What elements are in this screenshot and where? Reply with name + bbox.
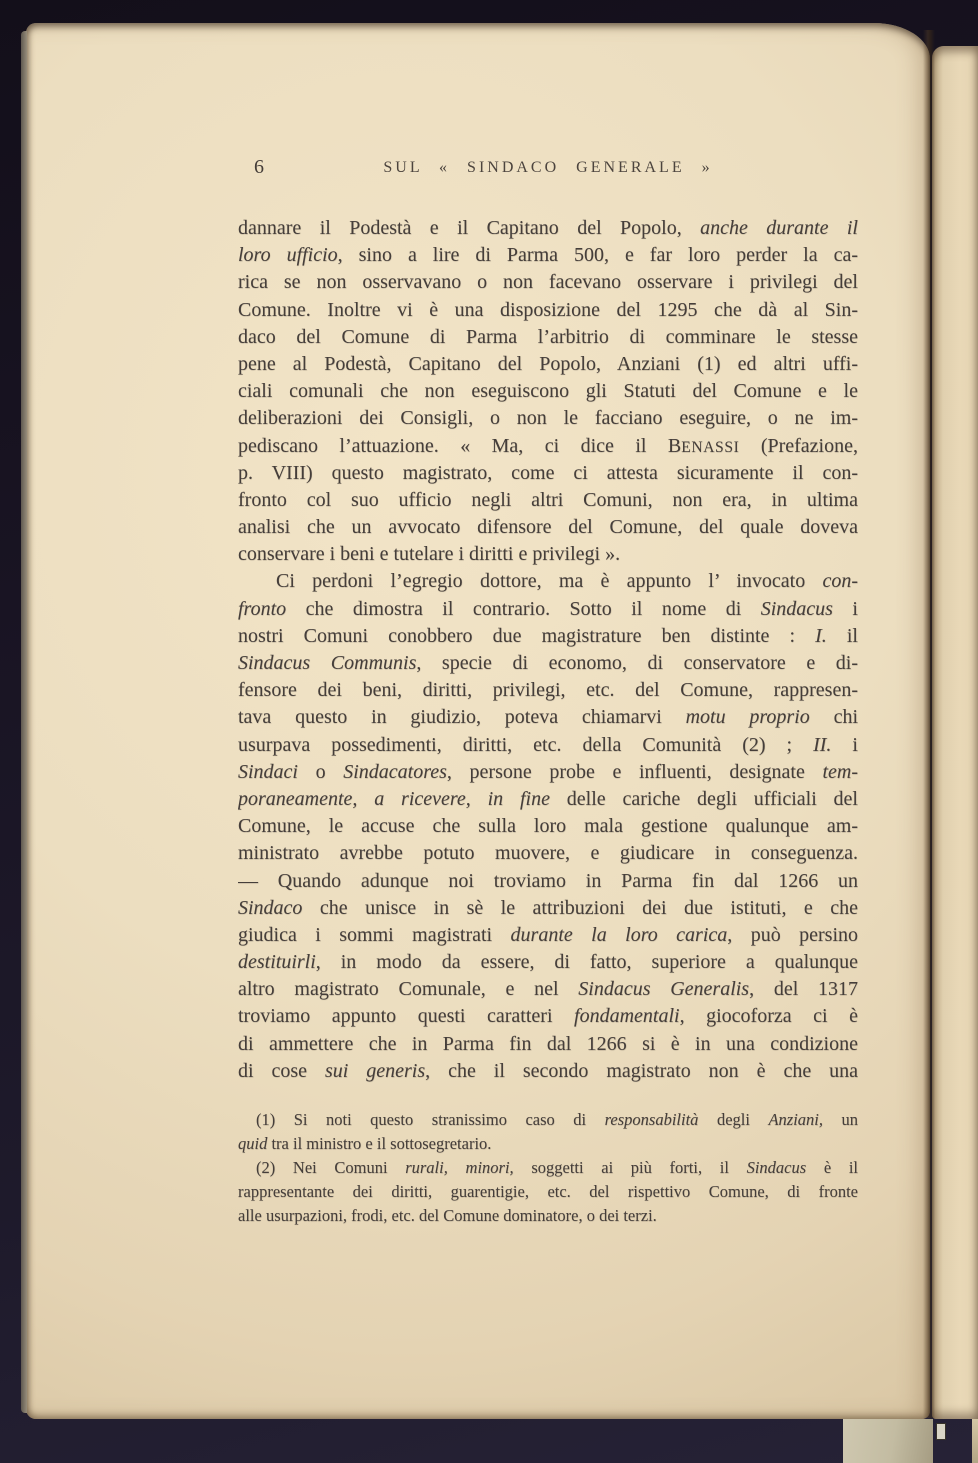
text-run: di cose bbox=[238, 1059, 325, 1082]
text-run: è il bbox=[806, 1158, 858, 1177]
text-run: , specie di economo, di conservatore e di- bbox=[416, 652, 858, 674]
text-run: delle cariche degli ufficiali del bbox=[549, 787, 858, 810]
text-run: conservare i beni e tutelare i diritti e privilegi ». bbox=[238, 543, 621, 566]
text-run: deliberazioni dei Consigli, o non le facciano eseguire, o ne im- bbox=[238, 407, 858, 430]
text-line bbox=[238, 514, 858, 541]
fore-edge-clip bbox=[936, 1423, 946, 1440]
italic-run: rurali, bbox=[405, 1158, 448, 1177]
text-run: chi bbox=[809, 706, 858, 729]
text-line bbox=[238, 405, 858, 432]
italic-run: Sindacus Generalis bbox=[578, 978, 750, 1001]
text-run: , che il secondo magistrato non è che una bbox=[425, 1059, 858, 1082]
italic-run: Sindacus bbox=[760, 597, 833, 620]
text-line bbox=[238, 324, 858, 351]
text-line bbox=[238, 541, 858, 568]
book-page bbox=[26, 23, 930, 1419]
italic-run: anche durante il bbox=[700, 217, 858, 239]
text-line bbox=[238, 813, 858, 840]
text-run: un bbox=[823, 1110, 858, 1129]
text-run: tava questo in giudizio, poteva chiamarvi bbox=[238, 706, 686, 729]
text-run: che dimostra il contrario. Sotto il nome di bbox=[286, 597, 761, 620]
italic-run: Anziani, bbox=[768, 1110, 823, 1129]
text-line bbox=[238, 297, 858, 324]
text-line bbox=[238, 1180, 858, 1204]
text-run: usurpava possedimenti, diritti, etc. della Comunità (2) ; bbox=[238, 733, 814, 756]
text-line bbox=[238, 242, 858, 269]
text-run: Comune. Inoltre vi è una disposizione del 1295 che dà al Sin- bbox=[238, 298, 858, 321]
body-text bbox=[238, 215, 858, 1085]
text-run: nostri Comuni conobbero due magistrature ben distinte : bbox=[238, 624, 816, 647]
text-run: , può persino bbox=[727, 923, 858, 946]
text-run: che unisce in sè le attribuzioni dei due istituti, e che bbox=[302, 896, 858, 919]
text-line bbox=[238, 1156, 858, 1180]
text-line bbox=[238, 433, 858, 460]
italic-run: fronto bbox=[238, 597, 287, 620]
text-line bbox=[238, 1204, 858, 1228]
italic-run: Sindacus bbox=[746, 1158, 807, 1177]
text-line bbox=[238, 269, 858, 296]
text-run: pene al Podestà, Capitano del Popolo, Anziani (1) ed altri uffi- bbox=[238, 352, 858, 375]
text-run: di ammettere che in Parma fin dal 1266 si è in una condizione bbox=[238, 1032, 858, 1055]
text-run: daco del Comune di Parma l’arbitrio di comminare le stesse bbox=[238, 325, 858, 348]
text-line bbox=[238, 487, 858, 514]
text-line bbox=[238, 976, 858, 1003]
running-header-row bbox=[238, 156, 858, 178]
text-run: Ci perdoni l’egregio dottore, ma è appunto l’ invocato bbox=[276, 570, 823, 593]
italic-run: sui generis bbox=[324, 1059, 426, 1082]
underlying-page-edge bbox=[932, 46, 978, 1419]
text-line bbox=[238, 1003, 858, 1030]
page-crease bbox=[923, 30, 935, 1418]
text-line bbox=[238, 568, 858, 595]
text-run: , persone probe e influenti, designate bbox=[446, 760, 823, 783]
text-line bbox=[238, 922, 858, 949]
italic-run: I. bbox=[815, 624, 827, 647]
text-run: Comune, le accuse che sulla loro mala gestione qualunque am- bbox=[238, 815, 858, 838]
text-line bbox=[238, 868, 858, 895]
text-run: soggetti ai più forti, il bbox=[513, 1158, 747, 1177]
italic-run: responsabilità bbox=[604, 1110, 699, 1129]
text-run: p. VIII) questo magistrato, come ci attesta sicuramente il con- bbox=[238, 461, 858, 484]
text-run: , del 1317 bbox=[749, 978, 858, 1001]
italic-run: Sindaci bbox=[238, 760, 298, 783]
text-run: fronto col suo ufficio negli altri Comuni, non era, in ultima bbox=[238, 488, 858, 511]
text-run: — Quando adunque noi troviamo in Parma fin dal 1266 un bbox=[238, 869, 858, 892]
text-line bbox=[238, 732, 858, 759]
text-run: rica se non osservavano o non facevano osservare i privilegi del bbox=[238, 271, 858, 294]
italic-run: con- bbox=[822, 570, 858, 593]
text-run: analisi che un avvocato difensore del Comune, del quale doveva bbox=[238, 516, 858, 539]
text-run bbox=[448, 1158, 466, 1177]
text-line bbox=[238, 650, 858, 677]
text-line bbox=[238, 596, 858, 623]
italic-run: poraneamente, a ricevere, in fine bbox=[238, 787, 550, 810]
italic-run: quid bbox=[238, 1134, 268, 1153]
book-fore-edge-right bbox=[972, 1419, 978, 1463]
text-run: alle usurpazioni, frodi, etc. del Comune dominatore, o dei terzi. bbox=[238, 1206, 657, 1225]
italic-run: tem- bbox=[822, 760, 858, 783]
italic-run: minori, bbox=[465, 1158, 514, 1177]
text-line bbox=[238, 840, 858, 867]
text-run: (1) Si noti questo stranissimo caso di bbox=[256, 1110, 605, 1129]
text-line bbox=[238, 704, 858, 731]
text-run: fensore dei beni, diritti, privilegi, etc. del Comune, rappresen- bbox=[238, 679, 858, 702]
text-line bbox=[238, 677, 858, 704]
text-run: , in modo da essere, di fatto, superiore a qualunque bbox=[315, 951, 858, 974]
text-run: ministrato avrebbe potuto muovere, e giudicare in conseguenza. bbox=[238, 842, 858, 865]
text-line bbox=[238, 378, 858, 405]
text-line bbox=[238, 949, 858, 976]
italic-run: Sindacatores bbox=[343, 760, 447, 783]
italic-run: fondamentali bbox=[574, 1005, 680, 1028]
book-fore-edge bbox=[843, 1419, 933, 1463]
text-run: pediscano l’attuazione. « Ma, ci dice il B bbox=[238, 434, 682, 457]
italic-run: durante la loro carica bbox=[510, 923, 728, 946]
text-run: (2) Nei Comuni bbox=[256, 1158, 406, 1177]
footnotes bbox=[238, 1108, 858, 1228]
running-header: SUL « SINDACO GENERALE » bbox=[383, 159, 713, 176]
italic-run: loro ufficio bbox=[238, 244, 338, 267]
text-run: o bbox=[298, 760, 344, 783]
page-number: 6 bbox=[254, 156, 264, 178]
text-line bbox=[238, 623, 858, 650]
text-run: rappresentante dei diritti, guarentigie, etc. del rispettivo Comune, di fronte bbox=[238, 1182, 858, 1201]
italic-run: motu proprio bbox=[685, 706, 810, 729]
italic-run: destituirli bbox=[238, 951, 316, 974]
text-line bbox=[238, 460, 858, 487]
text-line bbox=[238, 1058, 858, 1085]
text-run: (Prefazione, bbox=[739, 434, 858, 457]
text-line bbox=[238, 215, 858, 242]
text-run: tra il ministro e il sottosegretario. bbox=[267, 1134, 492, 1153]
text-run: , sino a lire di Parma 500, e far loro perder la ca- bbox=[337, 244, 858, 267]
text-run: , giocoforza ci è bbox=[679, 1005, 858, 1028]
text-run: ciali comunali che non eseguiscono gli Statuti del Comune e le bbox=[238, 380, 858, 403]
text-line bbox=[238, 1031, 858, 1058]
text-run: giudica i sommi magistrati bbox=[238, 923, 511, 946]
text-run: dannare il Podestà e il Capitano del Popolo, bbox=[238, 217, 701, 239]
text-line bbox=[238, 351, 858, 378]
text-run: i bbox=[832, 597, 858, 620]
text-line bbox=[238, 759, 858, 786]
text-line bbox=[238, 786, 858, 813]
text-run: i bbox=[831, 733, 858, 756]
text-line bbox=[238, 1108, 858, 1132]
text-line bbox=[238, 1132, 858, 1156]
italic-run: Sindaco bbox=[238, 896, 303, 919]
text-line bbox=[238, 895, 858, 922]
text-run: degli bbox=[698, 1110, 769, 1129]
text-run: il bbox=[826, 624, 858, 647]
text-run: troviamo appunto questi caratteri bbox=[238, 1005, 575, 1028]
italic-run: Sindacus Communis bbox=[238, 652, 417, 674]
text-run: altro magistrato Comunale, e nel bbox=[238, 978, 579, 1001]
small-caps-run: ENASSI bbox=[681, 438, 740, 456]
italic-run: II. bbox=[813, 733, 832, 756]
